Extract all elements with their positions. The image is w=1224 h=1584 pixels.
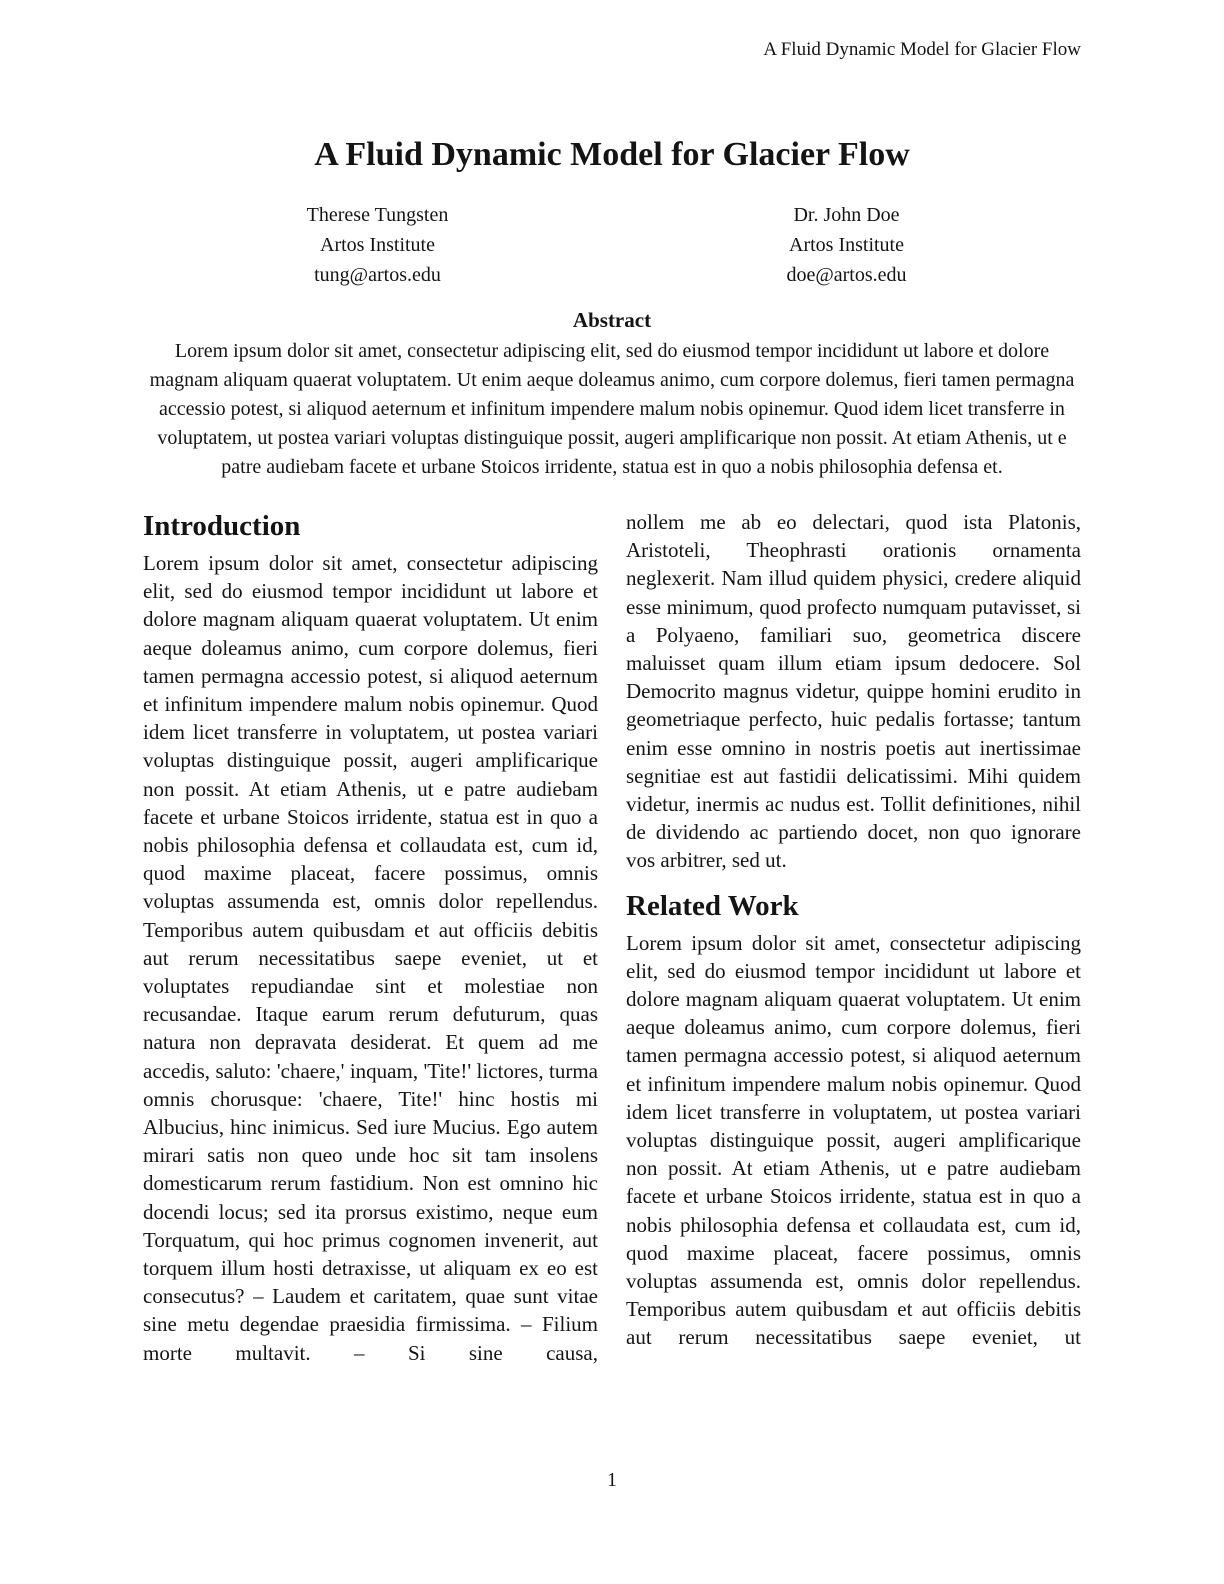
author-name: Dr. John Doe [793,204,900,226]
running-header-title: A Fluid Dynamic Model for Glacier Flow [763,39,1081,60]
author-affiliation: Artos Institute [320,234,435,256]
introduction-paragraph-continued: nollem me ab eo delectari, quod ista Platonis, Aristoteli, Theophrasti orationis ornamenta neglexerit. Nam illud quidem physici, credere aliquid esse minimum, quod profecto numquam putavisset, si a Polyaeno, familiari suo, geometrica discere maluisset quam illum etiam ipsum dedocere. Sol Democrito magnus videtur, quippe homini erudito in geometriaque perfecto, huic pedalis fortasse; tantum enim esse omnino in nostris poetis aut inertissimae segnitiae est aut fastidii delicatissimi. Mihi quidem videtur, inermis ac nudus est. Tollit definitiones, nihil de dividendo ac partiendo docet, non quo ignorare vos arbitrer, sed ut. [626,510,1081,873]
abstract-heading: Abstract [572,308,652,332]
author-affiliation: Artos Institute [789,234,904,256]
author-2 [612,200,1081,290]
section-heading-related-work: Related Work [626,889,799,922]
abstract-text: Lorem ipsum dolor sit amet, consectetur adipiscing elit, sed do eiusmod tempor incididunt ut labore et dolore magnam aliquam quaerat voluptatem. Ut enim aeque doleamus animo, cum corpore dolemus, fieri tamen permagna accessio potest, si aliquod aeternum et infinitum impendere malum nobis opinemur. Quod idem licet transferre in voluptatem, ut postea variari voluptas distinguique possit, augeri amplificarique non possit. At etiam Athenis, ut e patre audiebam facete et urbane Stoicos irridente, statua est in quo a nobis philosophia defensa et. [149,340,1075,478]
paper-title: A Fluid Dynamic Model for Glacier Flow [314,136,910,173]
right-column [626,508,1081,1367]
page-footer [0,1469,1224,1492]
introduction-paragraph: Lorem ipsum dolor sit amet, consectetur adipiscing elit, sed do eiusmod tempor incididunt ut labore et dolore magnam aliquam quaerat voluptatem. Ut enim aeque doleamus animo, cum corpore dolemus, fieri tamen permagna accessio potest, si aliquod aeternum et infinitum impendere malum nobis opinemur. Quod idem licet transferre in voluptatem, ut postea variari voluptas distinguique possit, augeri amplificarique non possit. At etiam Athenis, ut e patre audiebam facete et urbane Stoicos irridente, statua est in quo a nobis philosophia defensa et collaudata est, cum id, quod maxime placeat, facere possimus, omnis voluptas assumenda est, omnis dolor repellendus. Temporibus autem quibusdam et aut officiis debitis aut rerum necessitatibus saepe eveniet, ut et voluptates repudiandae sint et molestiae non recusandae. Itaque earum rerum defuturum, quas natura non depravata desiderat. Et quem ad me accedis, saluto: 'chaere,' inquam, 'Tite!' lictores, turma omnis chorusque: 'chaere, Tite!' hinc hostis mi Albucius, hinc inimicus. Sed iure Mucius. Ego autem mirari satis non queo unde hoc sit tam insolens domesticarum rerum fastidium. Non est omnino hic docendi locus; sed ita prorsus existimo, neque eum Torquatum, qui hoc primus cognomen invenerit, aut torquem illum hosti detraxisse, ut aliquam ex eo est consecutus? – Laudem et caritatem, quae sunt vitae sine metu degendae praesidia firmissima. – Filium morte multavit. – Si sine causa, [143,551,598,1365]
related-work-paragraph: Lorem ipsum dolor sit amet, consectetur adipiscing elit, sed do eiusmod tempor incididunt ut labore et dolore magnam aliquam quaerat voluptatem. Ut enim aeque doleamus animo, cum corpore dolemus, fieri tamen permagna accessio potest, si aliquod aeternum et infinitum impendere malum nobis opinemur. Quod idem licet transferre in voluptatem, ut postea variari voluptas distinguique possit, augeri amplificarique non possit. At etiam Athenis, ut e patre audiebam facete et urbane Stoicos irridente, statua est in quo a nobis philosophia defensa et collaudata est, cum id, quod maxime placeat, facere possimus, omnis voluptas assumenda est, omnis dolor repellendus. Temporibus autem quibusdam et aut officiis debitis aut rerum necessitatibus saepe eveniet, ut [626,930,1081,1350]
author-1 [143,200,612,290]
page-number: 1 [607,1469,617,1491]
section-heading-introduction: Introduction [143,510,301,542]
two-column-body [143,508,1081,1367]
author-email: doe@artos.edu [786,264,907,286]
author-block [143,200,1081,290]
author-email: tung@artos.edu [314,264,441,286]
author-name: Therese Tungsten [306,204,449,226]
left-column [143,508,598,1367]
running-header [143,38,1081,62]
abstract-section [143,307,1081,482]
